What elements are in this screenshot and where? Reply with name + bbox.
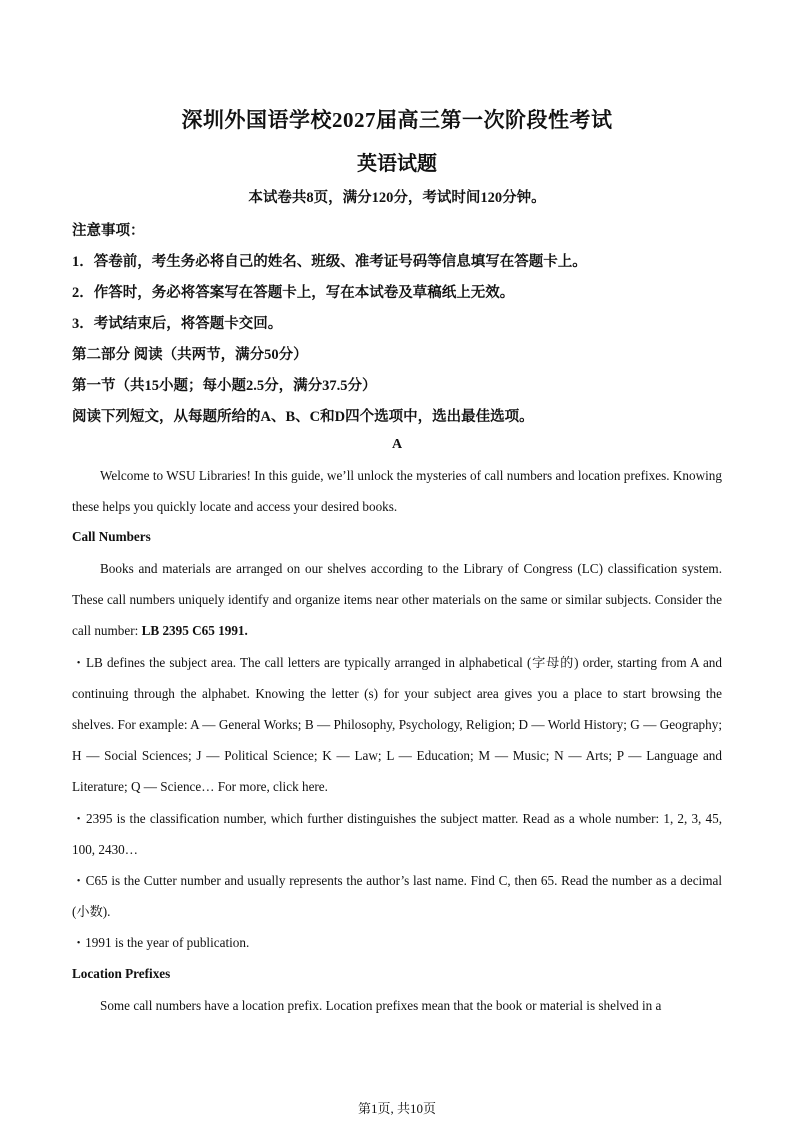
location-paragraph: Some call numbers have a location prefix. Location prefixes mean that the book or material is shelved in a: [100, 998, 662, 1013]
location-prefixes-heading: Location Prefixes: [72, 966, 171, 981]
bullet-c65: ・C65 is the Cutter number and usually represents the author’s last name. Find C, then 65. Read the number as a decimal (小数).: [72, 873, 722, 919]
page-footer: 第1页, 共10页: [357, 1101, 436, 1116]
passage-intro: Welcome to WSU Libraries! In this guide, we’ll unlock the mysteries of call numbers and location prefixes. Knowing these helps you quickly locate and access your desired books.: [72, 468, 722, 514]
notice-heading: 注意事项：: [72, 223, 145, 239]
bullet-2395: ・2395 is the classification number, which further distinguishes the subject matter. Read as a whole number: 1, 2, 3, 45, 100, 2430…: [72, 811, 722, 857]
bullet-lb: ・LB defines the subject area. The call letters are typically arranged in alphabetical (字母的) order, starting from A and continuing through the alphabet. Knowing the letter (s) for your subject area gives you a place to start browsing the shelves. For example: A — General Works; B — Philosophy, Psychology, Religion; D — World History; G — Geography; H — Social Sciences; J — Political Science; K — Law; L — Education; M — Music; N — Arts; P — Language and Literature; Q — Science… For more, click here.: [72, 655, 722, 794]
notice-item-1: 1．答卷前，考生务必将自己的姓名、班级、准考证号码等信息填写在答题卡上。: [72, 254, 587, 270]
section-title: 第一节（共15小题；每小题2.5分，满分37.5分）: [72, 378, 377, 394]
instruction: 阅读下列短文，从每题所给的A、B、C和D四个选项中，选出最佳选项。: [72, 409, 534, 425]
call-numbers-heading: Call Numbers: [72, 529, 151, 544]
notice-item-3: 3．考试结束后，将答题卡交回。: [72, 316, 283, 332]
call-numbers-text: Books and materials are arranged on our shelves according to the Library of Congress (LC) classification system. These call numbers uniquely identify and organize items near other materials on the same or similar subjects. Consider the call number:: [72, 561, 722, 638]
call-numbers-paragraph: [72, 553, 722, 646]
call-number-example: LB 2395 C65 1991.: [141, 623, 248, 638]
notice-item-2: 2．作答时，务必将答案写在答题卡上，写在本试卷及草稿纸上无效。: [72, 285, 515, 301]
part-title: 第二部分 阅读（共两节，满分50分）: [72, 347, 308, 363]
passage-label: A: [391, 437, 403, 452]
exam-subtitle: 英语试题: [357, 153, 437, 175]
bullet-1991: ・1991 is the year of publication.: [72, 935, 250, 950]
exam-title: 深圳外国语学校2027届高三第一次阶段性考试: [181, 108, 613, 132]
exam-meta: 本试卷共8页，满分120分，考试时间120分钟。: [248, 190, 546, 206]
